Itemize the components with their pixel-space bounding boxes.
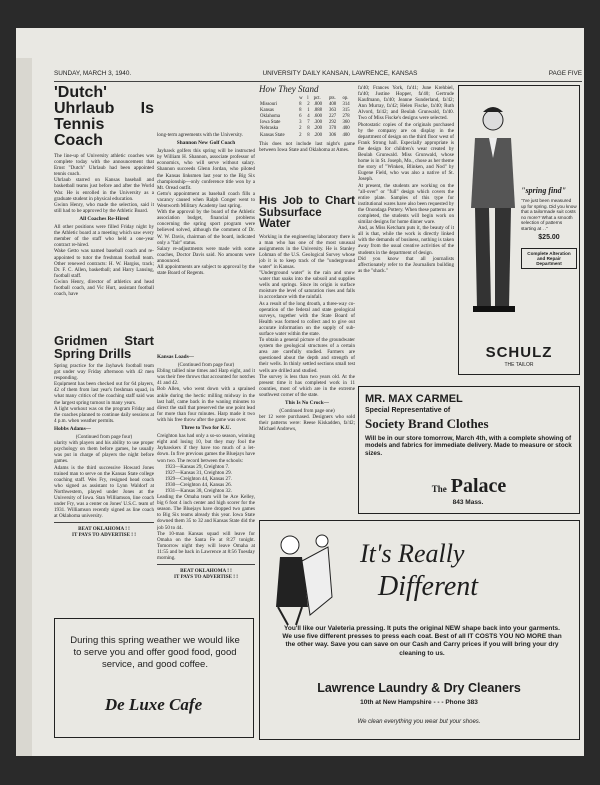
- standings-box: [259, 85, 355, 195]
- palace-store: Palace: [450, 475, 507, 497]
- story-subsurface: [259, 196, 355, 466]
- story-kansas-loads-p4: Leading the Omaha team will be Ace Kelley, big 6 foot 4 inch center and high scorer for the season. The Bluejays have dropped two games to Big Six teams already this year. Iowa State downed them 35 to 32 and Kansas State did the job 50 to 44.: [157, 494, 255, 531]
- story-kansas-loads-subhead: Kansas Loads—: [157, 354, 194, 360]
- story-uhrlaub-continued: [157, 132, 255, 350]
- story-uhrlaub: [54, 85, 154, 333]
- story-design: [358, 85, 454, 383]
- list-item: 1931—Kansas 38, Creighton 32.: [165, 487, 232, 494]
- schulz-headline: "spring find": [521, 186, 567, 195]
- story-kansas-loads: [157, 352, 255, 616]
- story-uhrlaub-cont-p3: Getto's appointment as baseball coach fills a vacancy caused when Ralph Conger went to Wentworth Military Academy last spring.: [157, 190, 255, 210]
- divider: [54, 522, 154, 523]
- story-uhrlaub-subhead: All Coaches Re-Hired: [79, 215, 129, 222]
- schulz-repair-box: Complete Alteration and Repair Department: [521, 248, 577, 269]
- story-uhrlaub-headline: 'Dutch' Uhrlaub Is Tennis Coach: [54, 85, 154, 149]
- story-uhrlaub-p2: Uhrlaub starred on Kansas baseball and basketball teams just before and after the World War. He is enrolled in the University as a graduate student in physical education.: [54, 177, 154, 202]
- mother-child-illustration-icon: [266, 527, 344, 627]
- story-gridmen-p2: Equipment has been checked out for 64 players, 42 of them from last year's freshman squad, in what many critics of the coaching staff said was the largest spring turnout in many years.: [54, 381, 154, 406]
- story-hobbs-p1: ularity with players and his ability to use proper psychology on them before games, he usually was put in charge of players the night before games.: [54, 440, 154, 465]
- story-uhrlaub-cont-p1: long-term agreements with the University.: [157, 132, 244, 138]
- story-kansas-loads-p3: Creighton has had only a so-so season, winning eight and losing 10, but they may fool the Jayhawkers if they have too much of a let-down. In five previous games the Bluejays have won two. The record between the schools:: [157, 433, 255, 464]
- standings-header-row: w l pct. pts. op.: [299, 96, 349, 101]
- standings-table: [259, 96, 355, 139]
- laundry-tag: We clean everything you wear but your shoes.: [357, 719, 481, 725]
- carmel-ad: [358, 386, 580, 514]
- list-item: 1930—Creighton 44, Kansas 26.: [165, 481, 232, 488]
- story-gridmen-p3: A light workout was on the program Friday and the coaches planned to continue daily sessions at 4 p.m. when weather permits.: [54, 405, 154, 424]
- story-uhrlaub-cont-p5: Salary re-adjustments were made with some coaches, Doctor Davis said. No amounts were announced.: [157, 245, 255, 264]
- carmel-rep: Special Representative of: [365, 407, 451, 414]
- story-uhrlaub-p5: Wake Getto was named baseball coach and re-appointed to tutor the freshman football team. Other renewed contracts: H. W. Hargiss, track; Dr. F. C. Allen, basketball; and Harry Lansing, football staff.: [54, 248, 154, 279]
- story-uhrlaub-p1: The line-up of University athletic coaches was complete today with the announcement that Ernst "Dutch" Uhrlaub had been appointed tennis coach.: [54, 153, 154, 178]
- story-crock-p1: ber 12 were purchased. Designers who sold their patterns were: Reese Kiskadden, fa'42; Michael Andrews,: [259, 414, 355, 433]
- laundry-headline2: Different: [378, 571, 479, 602]
- man-illustration-icon: [461, 98, 521, 328]
- carmel-body: Will be in our store tomorrow, March 4th, with a complete showing of models and fabrics for immediate delivery. Made to measure or stock sizes.: [365, 435, 572, 457]
- story-subsurface-p3: As a result of the long drouth, a three-way co-operation of the federal and state geological surveys, together with the State Board of Health was formed to collect and to give out accurate information on the supply of sub-surface water within the state.: [259, 300, 355, 337]
- schulz-ad: [458, 85, 580, 375]
- palace-logo: [389, 475, 549, 498]
- carmel-name: MR. MAX CARMEL: [365, 393, 463, 405]
- table-row: Kansas State 2 8 .200 306 400: [260, 132, 350, 138]
- schulz-name: SCHULZ: [485, 344, 553, 361]
- laundry-body: You'll like our Valeteria pressing. It puts the original NEW shape back into your garments. We use five different presses to press each coat. Best of all IT COSTS YOU NO MORE than the other way. Save you can save on our Cash and Carry prices if you will bring your dry cleaning to us.: [282, 625, 562, 657]
- story-subsurface-p1: Working in the engineering laboratory there is a man who has one of the most unusual assignments in the University. He is Stanley Lohman of the U.S. Geological Survey whose job it is to keep track of the "underground water" in Kansas.: [259, 233, 355, 270]
- laundry-addr: 10th at New Hampshire - - - Phone 383: [360, 699, 478, 706]
- story-kansas-loads-foot2: IT PAYS TO ADVERTISE ! !: [174, 574, 238, 581]
- table-row: Iowa State 3 7 .300 292 360: [260, 120, 350, 126]
- story-hobbs-p2: Adams is the third successive Howard Jones trained man to serve on the Kansas State college coaching staff. Wes Fry, resigned head coach who signed as assistant to Lynn Waldorf at Northwestern, played under Jones at the University of Iowa. Stan Williamson, line coach under Fry, was a center on Jones' U.S.C. team of 1931. Williamson recently signed as line coach at Oklahoma university.: [54, 464, 154, 520]
- story-crock-continued: (Continued from page one): [279, 408, 335, 415]
- story-kansas-loads-p1: Ebling tallied nine times and Harp eight, and it was their free throws that accounted for notches 41 and 42.: [157, 368, 255, 387]
- carmel-brand: Society Brand Clothes: [365, 416, 489, 431]
- story-subsurface-headline: His Job to Chart Subsurface Water: [259, 196, 355, 230]
- story-subsurface-p5: The survey is less than two years old. At the present time it has completed work in 11 counties, most of which are in the extreme southwest corner of the state.: [259, 373, 355, 398]
- story-uhrlaub-p4: All other positions were filled Friday night by the Athletic board at a meeting which saw every member of the staff who held a one-year contract re-hired.: [54, 224, 154, 249]
- laundry-headline1: It's Really: [360, 539, 465, 568]
- story-kansas-loads-continued: (Continued from page four): [177, 362, 235, 369]
- schulz-body: "I've just been measured up for spring. Did you know that a tailormade suit costs no more? What a smooth selection of patterns starting at . .": [521, 198, 577, 231]
- laundry-ad: [259, 520, 580, 740]
- cafe-ad: [54, 618, 254, 738]
- cafe-name: De Luxe Cafe: [104, 695, 203, 714]
- list-item: 1927—Kansas 31, Creighton 29.: [165, 469, 232, 476]
- story-gridmen-headline: Gridmen Start Spring Drills: [54, 334, 154, 361]
- cafe-body: During this spring weather we would like to serve you and offer good food, good service, and good coffee.: [70, 635, 240, 670]
- torn-page-edge: [16, 58, 32, 756]
- masthead-page: PAGE FIVE: [548, 70, 582, 77]
- masthead: [54, 70, 582, 82]
- story-gridmen: [54, 334, 154, 614]
- newspaper-page: [16, 28, 584, 756]
- story-kansas-loads-subhead2: Three to Two for K.U.: [181, 425, 231, 432]
- divider: [157, 564, 255, 565]
- story-golf-subhead: Shannon New Golf Coach: [176, 140, 236, 147]
- story-uhrlaub-cont-p6: All appointments are subject to approval by the state Board of Regents.: [157, 263, 255, 277]
- story-hobbs-continued: (Continued from page four): [75, 434, 133, 441]
- story-kansas-loads-p5: The 10-man Kansas squad will leave for Omaha on the Santa Fe at 8:27 tonight. Tomorrow night they will leave Omaha at 11:55 and be back in Lawrence at 8:56 Tuesday morning.: [157, 530, 255, 561]
- story-uhrlaub-cont-p2: Jayhawk golfers this spring will be instructed by William H. Shannon, associate professor of economics, who will serve without salary. Shannon succeeds Glenn Jordan, who piloted the Kansas linksmen last year to the Big Six championship—only conference title won by a Mt. Oread outfit.: [157, 148, 255, 191]
- record-list: [157, 464, 255, 494]
- story-uhrlaub-cont-p4: With the approval by the board of the Athletic association budget, financial problems concerning the spring sport program were believed solved, although the comment of Dr. W. W. Davis, chairman of the board, indicated only a "fair" status.: [157, 209, 255, 246]
- story-hobbs-subhead: Hobbs Adams—: [54, 425, 91, 432]
- standings-title: How They Stand: [259, 85, 319, 94]
- schulz-price: $25.00: [538, 234, 560, 241]
- palace-addr: 843 Mass.: [452, 499, 484, 506]
- story-design-p1: fa'40; Frances York, fa'41; June Krehbiel, fa'40; Justine Hopper, fa'40; Gertrude Kaufmann, fa'40; Jeanne Sunderland, fa'42; Ann Murray, fa'42; Helen Fiscke, fa'40; Ruth Alvord, fa'42; and Beulah Grunwald, fa'40. Two of Miss Fiscke's designs were selected.: [358, 85, 454, 122]
- table-row: Nebraska 2 8 .200 370 400: [260, 126, 350, 132]
- story-gridmen-foot1: BEAT OKLAHOMA ! !: [78, 526, 130, 533]
- story-crock-subhead: This Is No Crock—: [285, 400, 329, 407]
- schulz-tag: THE TAILOR: [504, 362, 534, 368]
- table-row: Oklahoma 6 4 .600 227 278: [260, 114, 350, 120]
- story-design-p3: At present, the students are working on the "all-over" or "full" design which covers the entire plate. Samples of this type for institutional wares have also been requested by the Onondaga Pottery. When these patterns are completed, the students will begin work on similar designs for home dinner ware.: [358, 182, 454, 226]
- list-item: 1923—Kansas 29, Creighton 7.: [165, 463, 230, 470]
- story-kansas-loads-p2: Bob Allen, who went down with a sprained ankle during the hectic milling midway in the last half, came back in the waning minutes to direct the stall that preserved the one point lead for more than four minutes. Harp made it two with his free throw after the game was over.: [157, 386, 255, 423]
- story-design-p2: Photostatic copies of the originals purchased by the company are on display in the department of design on the third floor west of Frank Strong hall. Especially appropriate is the design for children's wear created by Beulah Grunwald. Miss Grunwald, whose home is in St. Joseph, Mo., chose as her theme the story of "Winken, Blinken, and Nod" by Eugene Field, who was also a native of St. Joseph.: [358, 121, 454, 183]
- story-kansas-loads-foot1: BEAT OKLAHOMA ! !: [180, 568, 232, 575]
- story-gridmen-p1: Spring practice for the Jayhawk football team got under way Friday afternoon with 42 men responding.: [54, 363, 154, 382]
- story-design-p4: And, as Miss Ketcham puts it, the beauty of it all is that, while the work is directly linked with the demands of business, nothing is taken away from the usual creative activities of the students in the department of design.: [358, 225, 454, 256]
- palace-the: The: [431, 484, 447, 494]
- story-subsurface-p4: To obtain a general picture of the groundwater system the geological structures of a certain area are carefully studied. Farmers are questioned about the depth and strength of their wells. In thinly settled sections small test wells are drilled and studied.: [259, 337, 355, 374]
- masthead-date: SUNDAY, MARCH 3, 1940.: [54, 70, 132, 77]
- table-row: Missouri 8 2 .800 408 314: [260, 102, 350, 108]
- story-uhrlaub-p6: Gwinn Henry, director of athletics and head football coach, and Vic Hurt, assistant football coach, have: [54, 278, 154, 298]
- masthead-paper: UNIVERSITY DAILY KANSAN, LAWRENCE, KANSAS: [262, 70, 418, 77]
- laundry-name: Lawrence Laundry & Dry Cleaners: [317, 681, 521, 695]
- table-row: Kansas 8 1 .888 363 315: [260, 108, 350, 114]
- story-uhrlaub-p3: Gwinn Henry, who made the selection, said it still had to be approved by the Athletic Board.: [54, 201, 154, 214]
- story-subsurface-p2: "Underground water" is the rain and snow water that soaks into the subsoil and supplies wells and springs. Since its origin is surface moisture the level of saturation rises and falls in accordance with the rainfall.: [259, 270, 355, 301]
- list-item: 1929—Creighton 44, Kansas 27.: [165, 475, 232, 482]
- story-design-p5: Did you know that all journalists affectionately refer to the Journalism building as the "shack.": [358, 255, 454, 274]
- standings-note: This does not include last night's game between Iowa State and Oklahoma at Ames.: [259, 140, 355, 153]
- story-gridmen-foot2: IT PAYS TO ADVERTISE ! !: [72, 532, 136, 539]
